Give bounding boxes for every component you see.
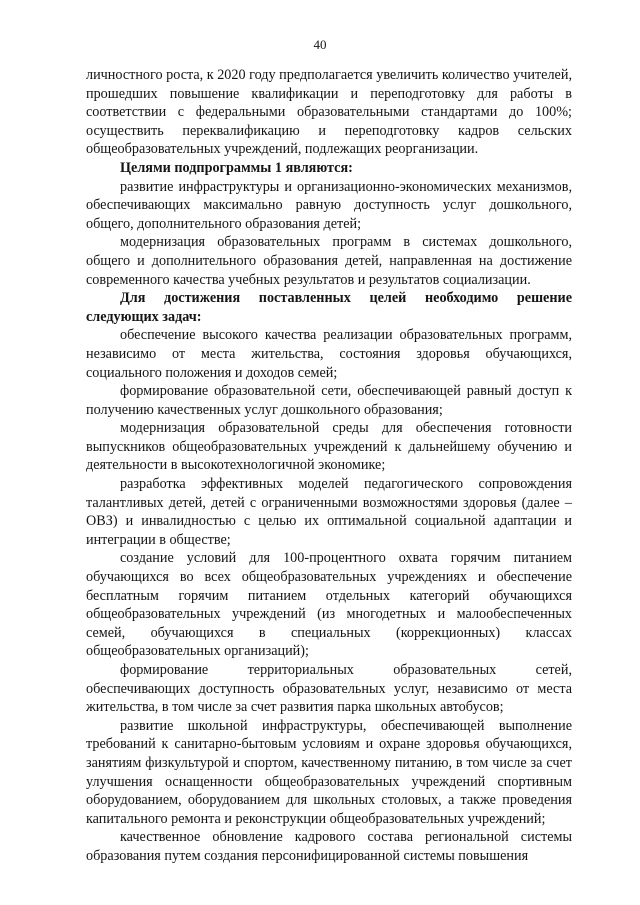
paragraph-task-quality: обеспечение высокого качества реализации образовательных программ, независимо от места жительства, состояния здоровья обучающихся, социального положения и доходов семей; <box>86 327 572 381</box>
paragraph-task-infrastructure: развитие школьной инфраструктуры, обеспечивающей выполнение требований к санитарно-бытовым условиям и охране здоровья обучающихся, занятиям физкультурой и спортом, качественному питанию, в том числе за счет улучшения оснащенности общеобразовательных учреждений спортивным оборудованием, оборудованием для школьных столовых, а также проведения капитального ремонта и реконструкции общеобразовательных учреждений; <box>86 717 572 827</box>
paragraph-task-nutrition: создание условий для 100-процентного охвата горячим питанием обучающихся во всех общеобразовательных учреждениях и обеспечение бесплатным горячим питанием отдельных категорий обучающихся общеобразовательных учреждений (из многодетных и малообеспеченных семей, обучающихся в специальных (коррекционных) классах общеобразовательных организаций); <box>86 550 572 660</box>
paragraph-task-territorial: формирование территориальных образовательных сетей, обеспечивающих доступность образовательных услуг, независимо от места жительства, в том числе за счет развития парка школьных автобусов; <box>86 662 572 716</box>
paragraph-continuation: личностного роста, к 2020 году предполагается увеличить количество учителей, прошедших повышение квалификации и переподготовку для работы в соответствии с федеральными образовательными стандартами до 100%; осуществить переквалификацию и переподготовку кадров сельских общеобразовательных учреждений, подлежащих реорганизации. <box>86 67 572 158</box>
heading-goals: Целями подпрограммы 1 являются: <box>120 159 353 176</box>
paragraph-task-staff: качественное обновление кадрового состава региональной системы образования путем создания персонифицированной системы повышения <box>86 829 572 864</box>
paragraph-goal-infrastructure: развитие инфраструктуры и организационно-экономических механизмов, обеспечивающих максимально равную доступность услуг дошкольного, общего, дополнительного образования детей; <box>86 178 572 232</box>
paragraph-goal-modernization: модернизация образовательных программ в системах дошкольного, общего и дополнительного образования детей, направленная на достижение современного качества учебных результатов и результатов социализации. <box>86 234 572 288</box>
paragraph-task-environment: модернизация образовательной среды для обеспечения готовности выпускников общеобразовательных учреждений к дальнейшему обучению и деятельности в высокотехнологичной экономике; <box>86 420 572 474</box>
page-number: 40 <box>313 37 327 52</box>
document-body <box>86 66 572 866</box>
paragraph-task-network: формирование образовательной сети, обеспечивающей равный доступ к получению качественных услуг дошкольного образования; <box>86 383 572 418</box>
heading-tasks: Для достижения поставленных целей необходимо решение следующих задач: <box>86 290 572 325</box>
paragraph-task-models: разработка эффективных моделей педагогического сопровождения талантливых детей, детей с ограниченными возможностями здоровья (далее – ОВЗ) и инвалидностью с целью их оптимальной социальной адаптации и интеграции в обществе; <box>86 476 572 548</box>
